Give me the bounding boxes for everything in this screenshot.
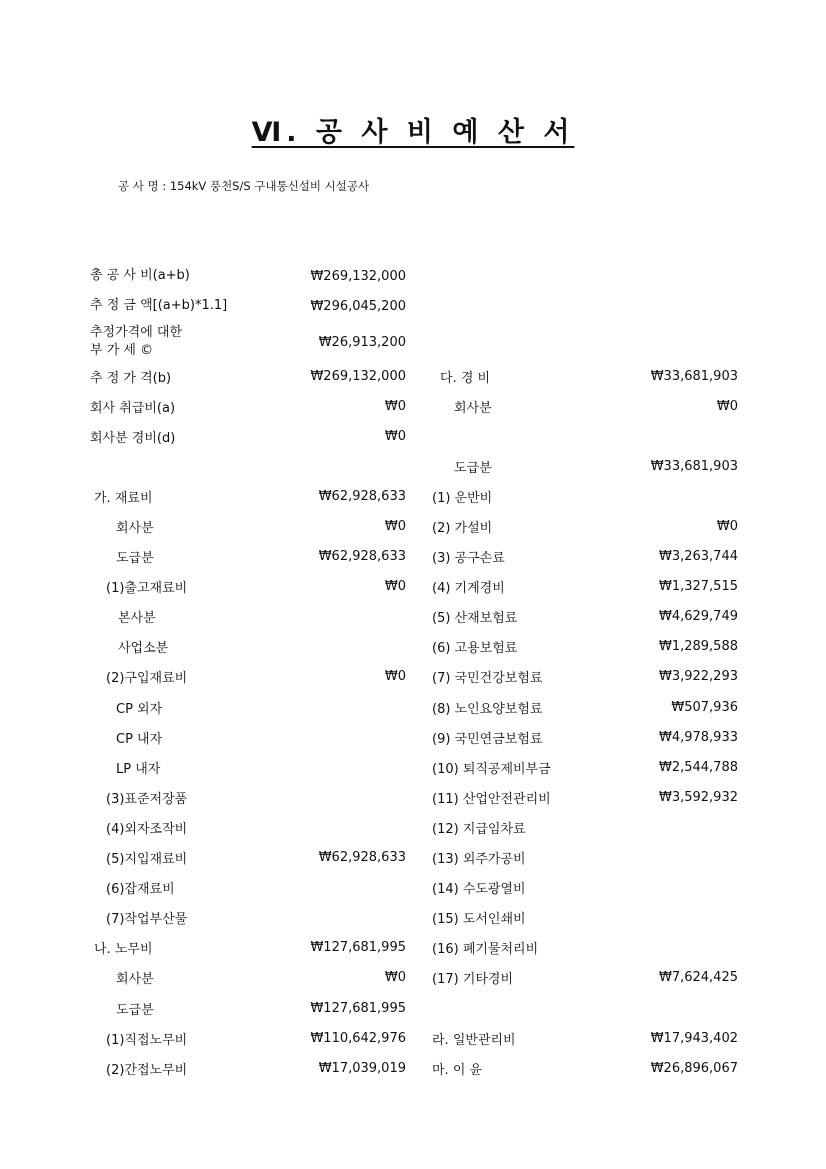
cost-label: (4)외자조작비 <box>106 821 188 837</box>
cost-value: ₩62,928,633 <box>318 488 406 504</box>
cost-value: ₩33,681,903 <box>650 458 738 474</box>
cost-row <box>432 963 738 993</box>
cost-value: ₩4,978,933 <box>658 729 738 745</box>
cost-label: (9) 국민연금보험료 <box>432 731 543 747</box>
cost-label: (5)지입재료비 <box>106 852 188 868</box>
summary-value: ₩296,045,200 <box>310 298 406 314</box>
cost-label: (5) 산재보험료 <box>432 611 518 627</box>
cost-label: CP 외자 <box>116 701 163 717</box>
cost-row <box>90 481 406 511</box>
cost-label: (7) 국민건강보험료 <box>432 671 543 687</box>
cost-label: (2) 가설비 <box>432 521 493 537</box>
cost-row <box>432 572 738 602</box>
cost-value: ₩7,624,425 <box>658 970 738 986</box>
cost-label: (6)잡재료비 <box>106 882 175 898</box>
cost-row <box>90 903 406 933</box>
cost-label: (8) 노인요양보험료 <box>432 701 543 717</box>
cost-value: ₩0 <box>384 970 406 986</box>
cost-row <box>432 812 738 842</box>
cost-value: ₩0 <box>384 428 406 444</box>
project-name: 공 사 명 : 154kV 풍천S/S 구내통신설비 시설공사 <box>118 179 370 193</box>
right-cost-column <box>432 361 738 1083</box>
cost-label: 도급분 <box>454 460 492 476</box>
cost-row <box>90 963 406 993</box>
page-title-text: Ⅵ. 공 사 비 예 산 서 <box>251 117 575 148</box>
summary-label-line: 추정가격에 대한 <box>90 324 183 340</box>
cost-label: 가. 재료비 <box>94 490 153 506</box>
left-cost-column <box>90 361 406 1083</box>
cost-label: 도급분 <box>116 1002 154 1018</box>
cost-row <box>432 873 738 903</box>
cost-row <box>90 451 406 481</box>
cost-value: ₩0 <box>384 579 406 595</box>
cost-value: ₩0 <box>716 519 738 535</box>
cost-row <box>90 722 406 752</box>
cost-label: (17) 기타경비 <box>432 972 514 988</box>
summary-row-vat <box>90 321 406 363</box>
cost-label: (6) 고용보험료 <box>432 641 518 657</box>
cost-label: (11) 산업안전관리비 <box>432 791 551 807</box>
cost-row <box>90 782 406 812</box>
cost-label: 회사분 <box>454 400 492 416</box>
cost-label: 도급분 <box>116 551 154 567</box>
cost-row <box>90 933 406 963</box>
cost-label: 회사분 <box>116 521 154 537</box>
cost-row <box>432 1023 738 1053</box>
cost-row <box>432 782 738 812</box>
cost-row <box>432 903 738 933</box>
cost-value: ₩0 <box>384 398 406 414</box>
cost-row <box>432 361 738 391</box>
budget-summary <box>90 261 406 363</box>
cost-label: CP 내자 <box>116 731 163 747</box>
cost-label: (1) 운반비 <box>432 490 493 506</box>
cost-label: 회사 취급비(a) <box>90 400 176 416</box>
cost-label: (7)작업부산물 <box>106 912 188 928</box>
cost-row <box>90 421 406 451</box>
cost-value: ₩507,936 <box>671 699 738 715</box>
cost-row <box>432 993 738 1023</box>
cost-row <box>90 993 406 1023</box>
cost-value: ₩3,592,932 <box>658 789 738 805</box>
cost-row <box>432 843 738 873</box>
cost-label: (3)표준저장품 <box>106 791 188 807</box>
cost-value: ₩17,039,019 <box>318 1060 406 1076</box>
cost-value: ₩1,327,515 <box>658 579 738 595</box>
cost-label: (12) 지급임차료 <box>432 821 526 837</box>
cost-label: 회사분 <box>116 972 154 988</box>
cost-value: ₩2,544,788 <box>658 759 738 775</box>
cost-value: ₩4,629,749 <box>658 609 738 625</box>
cost-label: (16) 폐기물처리비 <box>432 942 539 958</box>
cost-value: ₩0 <box>384 669 406 685</box>
cost-row <box>90 391 406 421</box>
cost-label: (1)직접노무비 <box>106 1032 188 1048</box>
cost-row <box>432 481 738 511</box>
cost-row <box>432 933 738 963</box>
cost-value: ₩110,642,976 <box>310 1030 406 1046</box>
cost-row <box>90 542 406 572</box>
cost-row <box>432 602 738 632</box>
cost-label: (2)간접노무비 <box>106 1062 188 1078</box>
cost-row <box>432 1053 738 1083</box>
cost-row <box>432 722 738 752</box>
cost-label: (2)구입재료비 <box>106 671 188 687</box>
cost-row <box>90 632 406 662</box>
cost-value: ₩17,943,402 <box>650 1030 738 1046</box>
cost-row <box>90 662 406 692</box>
cost-row <box>432 511 738 541</box>
cost-label: 다. 경 비 <box>440 370 491 386</box>
cost-value: ₩62,928,633 <box>318 850 406 866</box>
cost-label: 라. 일반관리비 <box>432 1032 516 1048</box>
cost-label: (4) 기계경비 <box>432 581 505 597</box>
cost-label: (13) 외주가공비 <box>432 852 526 868</box>
cost-label: 마. 이 윤 <box>432 1062 483 1078</box>
cost-row <box>90 572 406 602</box>
cost-label: (10) 퇴직공제비부금 <box>432 761 551 777</box>
cost-row <box>90 873 406 903</box>
cost-value: ₩1,289,588 <box>658 639 738 655</box>
cost-value: ₩3,922,293 <box>658 669 738 685</box>
cost-row <box>90 602 406 632</box>
cost-row <box>432 662 738 692</box>
cost-row <box>90 752 406 782</box>
page-title <box>0 110 826 149</box>
summary-row-estimated-amount <box>90 291 406 321</box>
cost-row <box>90 692 406 722</box>
cost-row <box>90 1023 406 1053</box>
cost-row <box>432 391 738 421</box>
summary-row-total-cost <box>90 261 406 291</box>
cost-row <box>432 752 738 782</box>
cost-label: 본사분 <box>118 611 156 627</box>
cost-row <box>432 421 738 451</box>
cost-value: ₩3,263,744 <box>658 549 738 565</box>
cost-label: 추 정 가 격(b) <box>90 370 172 386</box>
summary-label: 추 정 금 액[(a+b)*1.1] <box>90 297 228 313</box>
summary-label: 총 공 사 비(a+b) <box>90 267 190 283</box>
summary-value: ₩269,132,000 <box>310 268 406 284</box>
cost-label: (3) 공구손료 <box>432 551 505 567</box>
cost-row <box>432 632 738 662</box>
cost-label: (15) 도서인쇄비 <box>432 912 526 928</box>
cost-value: ₩26,896,067 <box>650 1060 738 1076</box>
cost-label: (14) 수도광열비 <box>432 882 526 898</box>
cost-row <box>432 692 738 722</box>
cost-row <box>90 361 406 391</box>
cost-value: ₩62,928,633 <box>318 549 406 565</box>
cost-row <box>90 843 406 873</box>
cost-row <box>432 451 738 481</box>
cost-row <box>90 1053 406 1083</box>
cost-row <box>432 542 738 572</box>
cost-value: ₩0 <box>716 398 738 414</box>
cost-value: ₩127,681,995 <box>310 1000 406 1016</box>
cost-row <box>90 511 406 541</box>
cost-label: (1)출고재료비 <box>106 581 188 597</box>
cost-value: ₩127,681,995 <box>310 940 406 956</box>
cost-label: LP 내자 <box>116 761 161 777</box>
summary-label-line: 부 가 세 © <box>90 343 154 358</box>
cost-value: ₩269,132,000 <box>310 368 406 384</box>
cost-label: 나. 노무비 <box>94 942 153 958</box>
cost-value: ₩0 <box>384 519 406 535</box>
cost-value: ₩33,681,903 <box>650 368 738 384</box>
cost-label: 사업소분 <box>118 641 169 657</box>
cost-label: 회사분 경비(d) <box>90 430 176 446</box>
summary-value: ₩26,913,200 <box>318 334 406 350</box>
summary-label <box>90 324 276 360</box>
cost-row <box>90 812 406 842</box>
